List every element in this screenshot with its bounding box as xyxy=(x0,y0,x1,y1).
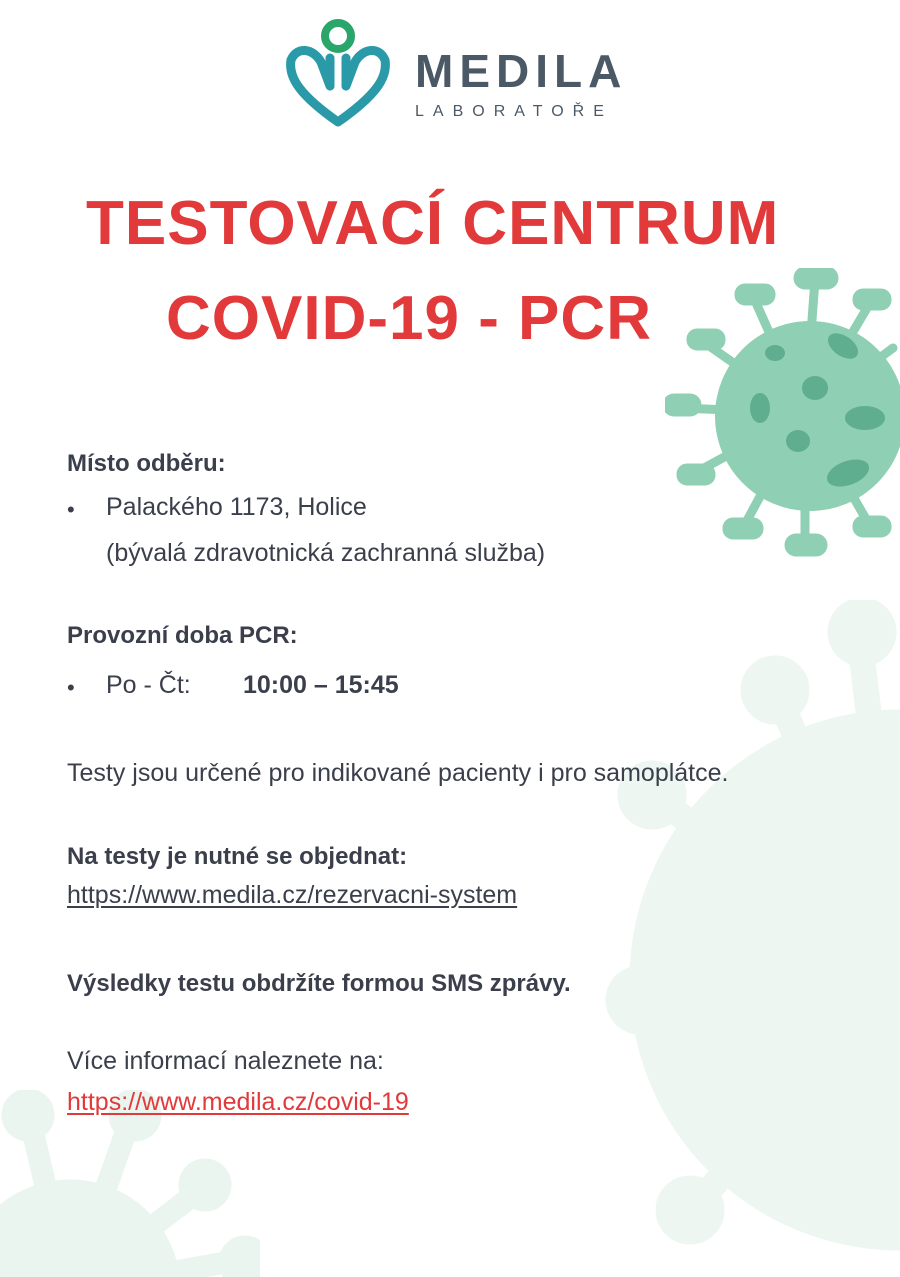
more-info-link[interactable]: https://www.medila.cz/covid-19 xyxy=(67,1088,409,1116)
brand-name: MEDILA xyxy=(415,45,628,97)
hours-time: 10:00 – 15:45 xyxy=(243,671,399,699)
booking-link[interactable]: https://www.medila.cz/rezervacni-system xyxy=(67,881,518,909)
location-note: (bývalá zdravotnická zachranná služba) xyxy=(106,539,546,567)
coronavirus-icon-light-bottom-left xyxy=(0,1090,260,1277)
bullet-icon: • xyxy=(67,497,75,522)
location-address: Palackého 1173, Holice xyxy=(106,493,367,521)
results-info: Výsledky testu obdržíte formou SMS zprávy. xyxy=(67,970,571,997)
medila-logo xyxy=(283,18,633,130)
patients-info: Testy jsou určené pro indikované pacienty i pro samoplátce. xyxy=(67,759,729,787)
bullet-icon: • xyxy=(67,675,75,700)
brand-tagline: LABORATOŘE xyxy=(415,103,613,120)
hours-heading: Provozní doba PCR: xyxy=(67,622,298,649)
coronavirus-icon xyxy=(665,268,900,558)
booking-heading: Na testy je nutné se objednat: xyxy=(67,843,408,870)
coronavirus-icon-light-right xyxy=(600,600,900,1277)
hours-days: Po - Čt: xyxy=(106,671,191,699)
page-title-line-2: COVID-19 - PCR xyxy=(166,284,652,353)
location-heading: Místo odběru: xyxy=(67,450,226,477)
page-title-line-1: TESTOVACÍ CENTRUM xyxy=(86,189,780,258)
more-info-label: Více informací naleznete na: xyxy=(67,1047,384,1075)
medila-logo-icon xyxy=(283,18,393,130)
